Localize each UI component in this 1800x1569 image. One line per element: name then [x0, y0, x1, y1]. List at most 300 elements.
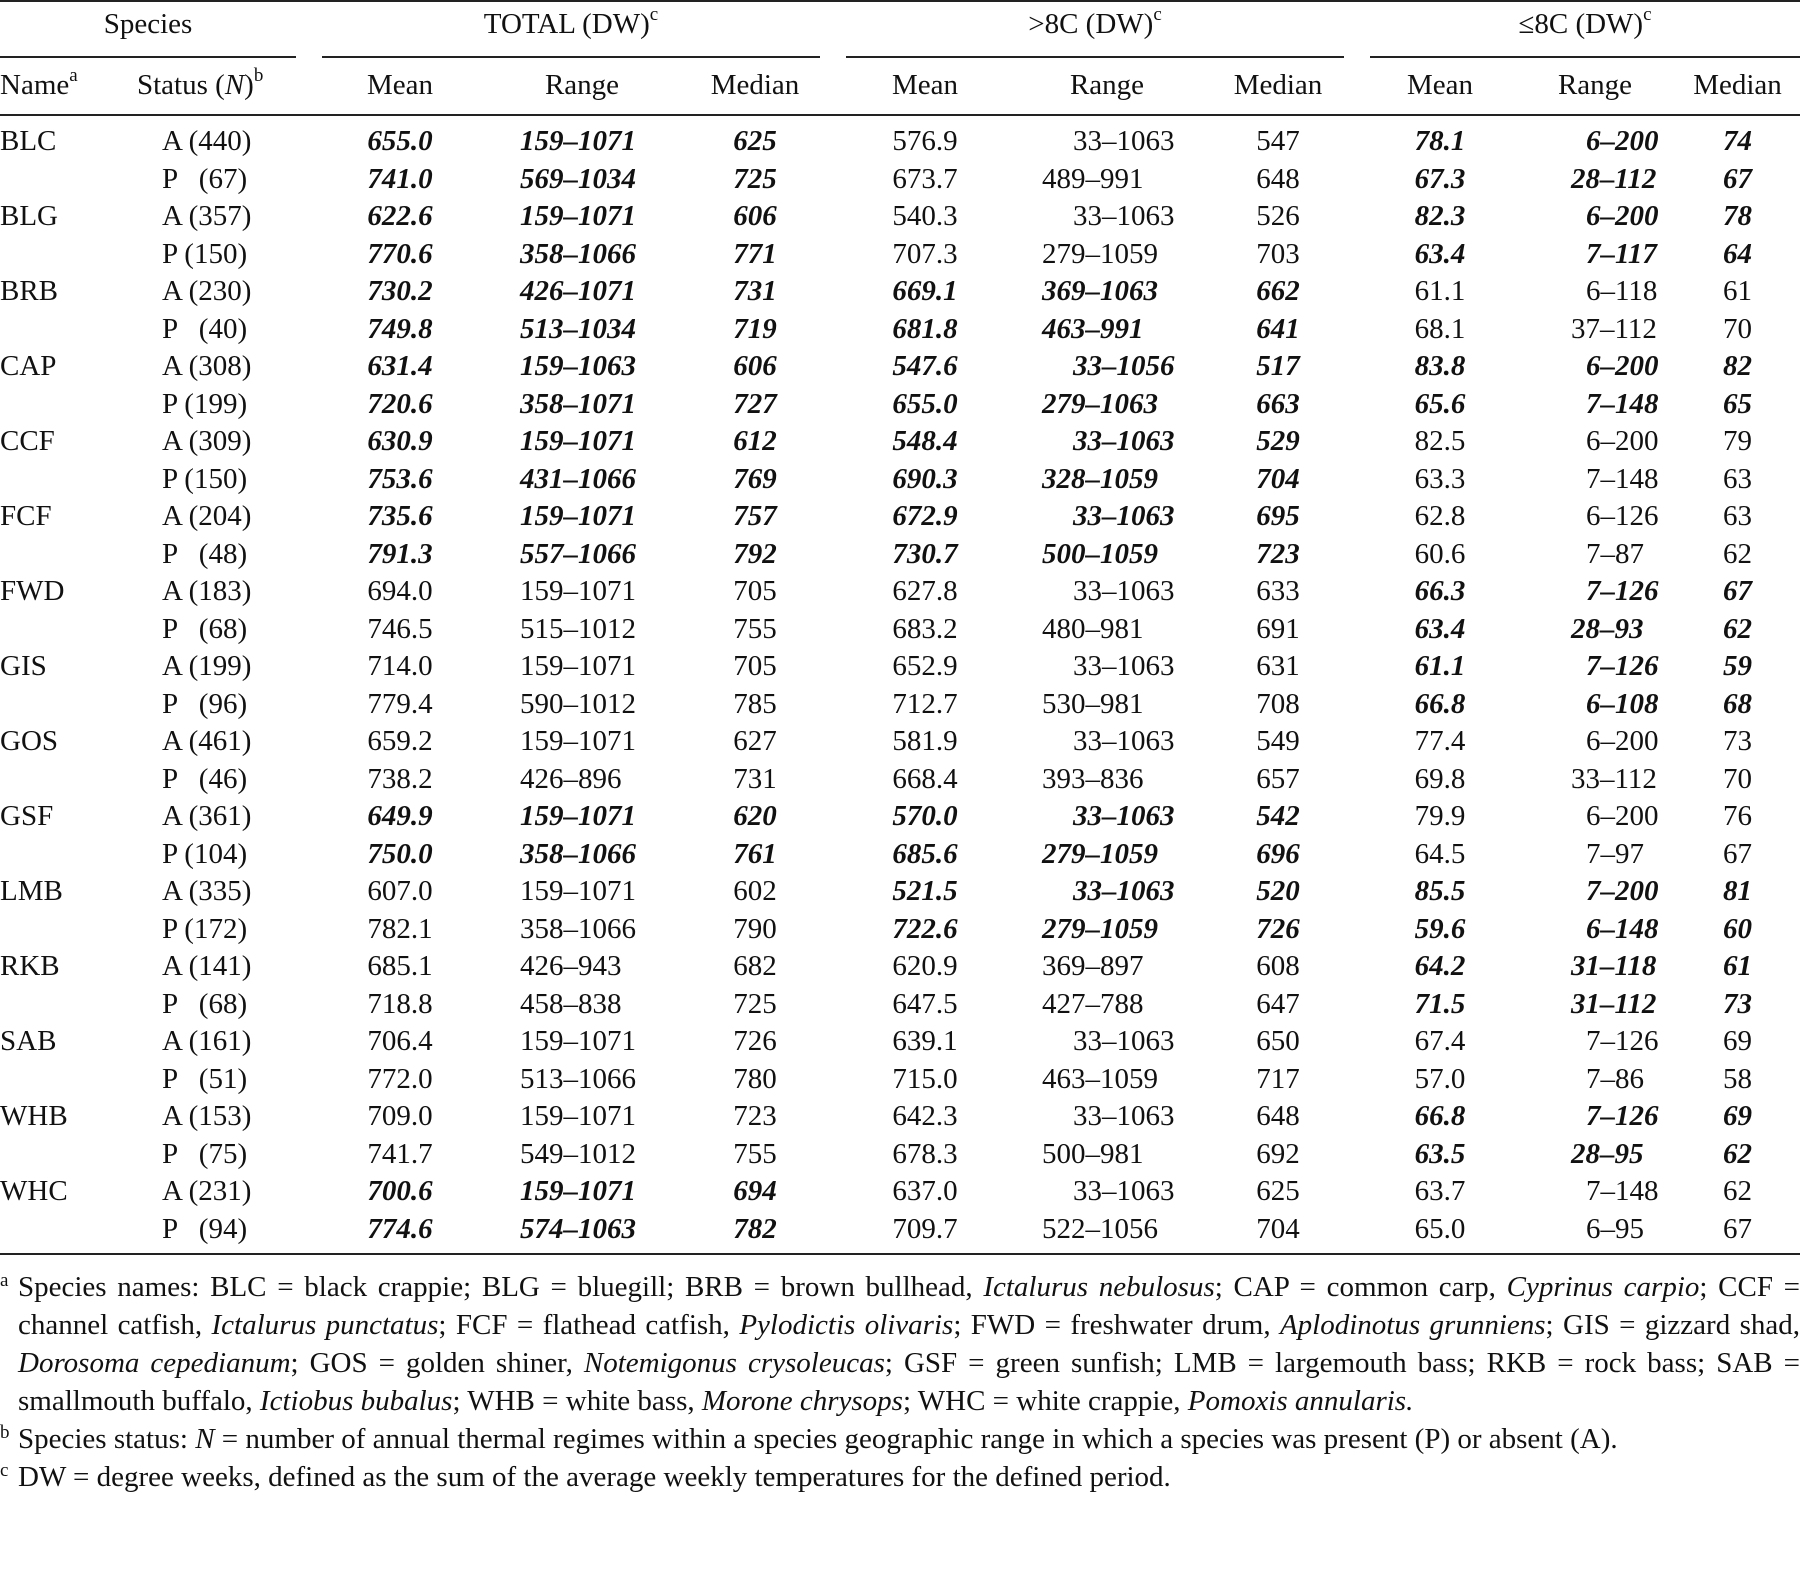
le8c-range-cell: 6–200 [1586, 200, 1659, 232]
total-mean-cell: 746.5 [367, 612, 433, 645]
le8c-median-cell: 69 [1723, 1025, 1752, 1057]
le8c-range-cell: 7–86 [1586, 1062, 1644, 1095]
total-median-header: Median [710, 69, 800, 101]
total-range-header: Range [544, 69, 620, 101]
le8c-median-cell: 63 [1723, 462, 1752, 495]
gt8c-mean-cell: 707.3 [892, 237, 958, 270]
gt8c-median-cell: 692 [1256, 1137, 1300, 1170]
status-column-header: Status $(N)^b$ [137, 65, 264, 101]
gt8c-mean-cell: 627.8 [892, 575, 958, 607]
table-row [0, 311, 1800, 349]
gt8c-range-cell: 33–1063 [1073, 800, 1175, 832]
le8c-median-cell: 67 [1723, 837, 1752, 870]
total-median-cell: 782 [733, 1212, 777, 1245]
species-name-cell: SAB [0, 1025, 57, 1057]
total-mean-cell: 630.9 [367, 425, 433, 457]
le8c-range-cell: 7–126 [1586, 1025, 1659, 1057]
table-row [0, 836, 1800, 874]
species-status-cell: A (153) [162, 1100, 252, 1132]
le8c-mean-cell: 64.2 [1414, 950, 1466, 982]
gt8c-median-cell: 708 [1256, 687, 1300, 720]
table-row [0, 461, 1800, 499]
le8c-mean-cell: 69.8 [1414, 762, 1466, 795]
le8c-median-cell: 62 [1723, 537, 1752, 570]
total-median-cell: 606 [733, 200, 777, 232]
table-row [0, 1211, 1800, 1249]
gt8c-mean-cell: 722.6 [892, 912, 958, 945]
le8c-range-cell: 6–200 [1586, 350, 1659, 382]
species-status-cell: A (461) [162, 725, 252, 757]
species-name-cell: BRB [0, 275, 59, 307]
total-median-cell: 790 [733, 912, 777, 945]
le8c-mean-cell: 82.5 [1414, 425, 1466, 457]
le8c-median-cell: 74 [1723, 125, 1752, 157]
le8c-median-cell: 62 [1723, 1137, 1752, 1170]
total-median-cell: 757 [733, 500, 777, 532]
total-range-cell: 574–1063 [520, 1212, 636, 1245]
gt8c-range-cell: 279–1059 [1042, 837, 1158, 870]
le8c-range-cell: 7–97 [1586, 837, 1644, 870]
gt8c-range-cell: 489–991 [1042, 162, 1144, 195]
total-mean-cell: 791.3 [367, 537, 433, 570]
footnote-b-part: N [195, 1423, 215, 1455]
footnote-c-part: DW = degree weeks, defined as the sum of the average weekly temperatures for the defined period. [18, 1461, 1171, 1493]
le8c-median-cell: 67 [1723, 162, 1752, 195]
le8c-mean-cell: 82.3 [1414, 200, 1466, 232]
species-name-cell: BLC [0, 125, 57, 157]
total-median-cell: 780 [733, 1062, 777, 1095]
total-median-cell: 627 [733, 725, 777, 757]
total-range-cell: 159–1071 [520, 500, 636, 532]
total-range-cell: 557–1066 [520, 537, 636, 570]
le8c-mean-cell: 85.5 [1414, 875, 1466, 907]
le8c-range-cell: 6–108 [1586, 687, 1659, 720]
gt8c-range-cell: 463–991 [1042, 312, 1144, 345]
total-median-cell: 606 [733, 350, 777, 382]
total-mean-cell: 774.6 [367, 1212, 433, 1245]
total-mean-cell: 730.2 [367, 275, 433, 307]
le8c-range-cell: 6–126 [1586, 500, 1659, 532]
gt8c-median-cell: 608 [1256, 950, 1300, 982]
total-mean-cell: 607.0 [367, 875, 433, 907]
le8c-mean-cell: 63.3 [1414, 462, 1466, 495]
gt8c-median-cell: 631 [1256, 650, 1300, 682]
le8c-median-cell: 60 [1723, 912, 1752, 945]
gt8c-range-cell: 33–1063 [1073, 1025, 1175, 1057]
gt8c-mean-cell: 673.7 [892, 162, 958, 195]
species-name-cell: LMB [0, 875, 63, 907]
le8c-range-cell: 28–112 [1571, 162, 1657, 195]
total-mean-cell: 718.8 [367, 987, 433, 1020]
le8c-mean-cell: 68.1 [1414, 312, 1466, 345]
footnote-a-part: Aplodinotus grunniens [1279, 1309, 1546, 1341]
total-median-cell: 727 [733, 387, 777, 420]
le8c-group-underline [1370, 56, 1800, 58]
le8c-median-cell: 73 [1723, 987, 1752, 1020]
le8c-mean-cell: 61.1 [1414, 650, 1466, 682]
gt8c-range-cell: 369–897 [1042, 950, 1144, 982]
le8c-range-cell: 31–118 [1571, 950, 1657, 982]
total-mean-cell: 655.0 [367, 125, 433, 157]
footnote-a-part: Pomoxis annularis. [1187, 1385, 1414, 1417]
le8c-median-cell: 79 [1723, 425, 1752, 457]
table-row [0, 498, 1800, 536]
species-name-cell: RKB [0, 950, 60, 982]
footnote-a-part: Species names: BLC = black crappie; BLG = bluegill; BRB = brown bullhead, [18, 1271, 984, 1303]
le8c-median-cell: 69 [1723, 1100, 1752, 1132]
gt8c-mean-cell: 655.0 [892, 387, 958, 420]
footnote-a-part: ; FCF = flathead catfish, [438, 1309, 740, 1341]
gt8c-range-cell: 279–1063 [1042, 387, 1158, 420]
species-name-cell: GSF [0, 800, 54, 832]
total-range-cell: 159–1063 [520, 350, 636, 382]
le8c-mean-cell: 67.4 [1414, 1025, 1466, 1057]
table-row [0, 761, 1800, 799]
table-header [0, 0, 1800, 114]
total-median-cell: 602 [733, 875, 777, 907]
species-status-cell: P (67) [162, 162, 248, 195]
le8c-mean-cell: 66.3 [1414, 575, 1466, 607]
le8c-range-cell: 6–148 [1586, 912, 1659, 945]
gt8c-median-cell: 520 [1256, 875, 1300, 907]
footnote-a-part: Ictalurus punctatus [211, 1309, 439, 1341]
species-status-cell: A (308) [162, 350, 252, 382]
species-status-cell: A (183) [162, 575, 252, 607]
total-median-cell: 755 [733, 612, 777, 645]
total-range-cell: 159–1071 [520, 725, 636, 757]
total-mean-cell: 700.6 [367, 1175, 433, 1207]
le8c-median-cell: 70 [1723, 312, 1752, 345]
le8c-mean-cell: 62.8 [1414, 500, 1466, 532]
gt8c-mean-cell: 540.3 [892, 200, 958, 232]
gt8c-range-cell: 33–1063 [1073, 425, 1175, 457]
le8c-mean-cell: 59.6 [1414, 912, 1466, 945]
total-range-cell: 159–1071 [520, 650, 636, 682]
species-name-cell: FWD [0, 575, 65, 607]
gt8c-mean-cell: 620.9 [892, 950, 958, 982]
le8c-mean-cell: 64.5 [1414, 837, 1466, 870]
table-row [0, 911, 1800, 949]
gt8c-range-cell: 33–1056 [1073, 350, 1175, 382]
le8c-range-cell: 7–87 [1586, 537, 1644, 570]
species-status-cell: P (94) [162, 1212, 248, 1245]
species-status-cell: A (361) [162, 800, 252, 832]
table-row [0, 873, 1800, 911]
total-range-cell: 513–1066 [520, 1062, 636, 1095]
footnote-a-part: ; FWD = freshwater drum, [953, 1309, 1280, 1341]
footnote-b-part: Species status: [18, 1423, 196, 1455]
table-row [0, 686, 1800, 724]
gt8c-range-cell: 279–1059 [1042, 237, 1158, 270]
footnote-a-part: ; CCF = channel catfish, [18, 1271, 1800, 1341]
total-mean-cell: 631.4 [367, 350, 433, 382]
footnote-a-part: ; GOS = golden shiner, [290, 1347, 584, 1379]
total-median-cell: 682 [733, 950, 777, 982]
species-status-cell: P (48) [162, 537, 248, 570]
gt8c-median-header: Median [1233, 69, 1323, 101]
total-median-cell: 769 [733, 462, 777, 495]
gt8c-range-cell: 33–1063 [1073, 1175, 1175, 1207]
le8c-range-cell: 7–148 [1586, 1175, 1659, 1207]
gt8c-mean-cell: 690.3 [892, 462, 958, 495]
species-status-cell: A (230) [162, 275, 252, 307]
table-row [0, 986, 1800, 1024]
total-mean-cell: 770.6 [367, 237, 433, 270]
total-group-underline [322, 56, 820, 58]
table-row [0, 648, 1800, 686]
species-header: Species [103, 8, 193, 40]
total-range-cell: 159–1071 [520, 200, 636, 232]
name-column-header: Name$^a$ [0, 65, 78, 101]
gt8c-median-cell: 547 [1256, 125, 1300, 157]
gt8c-mean-cell: 685.6 [892, 837, 958, 870]
table-row [0, 798, 1800, 836]
gt8c-range-cell: 33–1063 [1073, 725, 1175, 757]
total-range-cell: 549–1012 [520, 1137, 636, 1170]
le8c-mean-cell: 60.6 [1414, 537, 1466, 570]
total-median-cell: 723 [733, 1100, 777, 1132]
total-range-cell: 358–1071 [520, 387, 636, 420]
le8c-mean-cell: 78.1 [1414, 125, 1466, 157]
le8c-range-cell: 7–148 [1586, 387, 1659, 420]
species-name-cell: CCF [0, 425, 55, 457]
total-mean-cell: 782.1 [367, 912, 433, 945]
le8c-range-cell: 31–112 [1571, 987, 1657, 1020]
total-range-cell: 431–1066 [520, 462, 636, 495]
gt8c-mean-cell: 683.2 [892, 612, 958, 645]
gt8c-range-cell: 480–981 [1042, 612, 1144, 645]
total-median-cell: 731 [733, 275, 777, 307]
gt8c-mean-cell: 709.7 [892, 1212, 958, 1245]
le8c-mean-cell: 63.7 [1414, 1175, 1466, 1207]
gt8c-mean-cell: 681.8 [892, 312, 958, 345]
total-range-cell: 159–1071 [520, 425, 636, 457]
species-status-cell: P (40) [162, 312, 248, 345]
total-median-cell: 725 [733, 162, 777, 195]
total-median-cell: 731 [733, 762, 777, 795]
gt8c-range-cell: 33–1063 [1073, 500, 1175, 532]
gt8c-range-cell: 522–1056 [1042, 1212, 1158, 1245]
le8c-range-cell: 6–200 [1586, 725, 1659, 757]
le8c-mean-cell: 83.8 [1414, 350, 1466, 382]
le8c-range-cell: 7–148 [1586, 462, 1659, 495]
total-median-cell: 785 [733, 687, 777, 720]
species-status-cell: A (309) [162, 425, 252, 457]
gt8c-range-cell: 463–1059 [1042, 1062, 1158, 1095]
le8c-median-cell: 59 [1723, 650, 1752, 682]
le8c-median-cell: 61 [1723, 275, 1752, 307]
total-median-cell: 725 [733, 987, 777, 1020]
footnote-a-part: ; WHB = white bass, [452, 1385, 702, 1417]
le8c-median-cell: 62 [1723, 612, 1752, 645]
le8c-range-cell: 7–200 [1586, 875, 1659, 907]
gt8c-median-cell: 704 [1256, 1212, 1300, 1245]
gt8c-mean-cell: 548.4 [892, 425, 958, 457]
total-range-cell: 513–1034 [520, 312, 636, 345]
le8c-range-cell: 28–95 [1571, 1137, 1644, 1170]
le8c-median-cell: 78 [1723, 200, 1752, 232]
total-median-cell: 705 [733, 650, 777, 682]
table-body [0, 123, 1800, 1248]
table-row [0, 948, 1800, 986]
total-mean-cell: 741.0 [367, 162, 433, 195]
species-name-cell: GIS [0, 650, 47, 682]
total-mean-cell: 622.6 [367, 200, 433, 232]
gt8c-range-cell: 33–1063 [1073, 1100, 1175, 1132]
le8c-range-cell: 37–112 [1571, 312, 1657, 345]
total-mean-cell: 685.1 [367, 950, 433, 982]
total-mean-cell: 741.7 [367, 1137, 433, 1170]
table-row [0, 611, 1800, 649]
gt8c-mean-cell: 715.0 [892, 1062, 958, 1095]
species-status-cell: P (51) [162, 1062, 248, 1095]
species-status-cell: P (68) [162, 987, 248, 1020]
total-median-cell: 705 [733, 575, 777, 607]
gt8c-median-cell: 691 [1256, 612, 1300, 645]
le8c-median-cell: 76 [1723, 800, 1752, 832]
le8c-median-cell: 67 [1723, 1212, 1752, 1245]
le8c-median-cell: 63 [1723, 500, 1752, 532]
table-row [0, 386, 1800, 424]
gt8c-mean-cell: 669.1 [892, 275, 958, 307]
table-row [0, 198, 1800, 236]
gt8c-median-cell: 526 [1256, 200, 1300, 232]
gt8c-range-cell: 393–836 [1042, 762, 1144, 795]
gt8c-mean-cell: 547.6 [892, 350, 958, 382]
total-median-cell: 719 [733, 312, 777, 345]
gt8c-median-cell: 650 [1256, 1025, 1300, 1057]
gt8c-median-cell: 625 [1256, 1175, 1300, 1207]
le8c-range-cell: 7–117 [1586, 237, 1657, 270]
gt8c-median-cell: 517 [1256, 350, 1300, 382]
gt8c-median-cell: 695 [1256, 500, 1300, 532]
total-median-cell: 755 [733, 1137, 777, 1170]
total-median-cell: 612 [733, 425, 777, 457]
table-row [0, 123, 1800, 161]
total-group-header: TOTAL (DW)$^c$ [483, 4, 659, 40]
le8c-group-header: ≤8C (DW)$^c$ [1518, 4, 1652, 40]
footnote-b-text [18, 1423, 1618, 1455]
le8c-median-cell: 82 [1723, 350, 1752, 382]
le8c-median-cell: 67 [1723, 575, 1752, 607]
species-status-cell: A (335) [162, 875, 252, 907]
gt8c-range-cell: 369–1063 [1042, 275, 1158, 307]
species-name-cell: WHC [0, 1175, 68, 1207]
gt8c-range-cell: 427–788 [1042, 987, 1144, 1020]
gt8c-mean-header: Mean [891, 69, 959, 101]
le8c-range-cell: 6–118 [1586, 275, 1658, 307]
gt8c-median-cell: 647 [1256, 987, 1300, 1020]
gt8c-median-cell: 641 [1256, 312, 1300, 345]
le8c-mean-cell: 66.8 [1414, 687, 1466, 720]
le8c-median-cell: 81 [1723, 875, 1752, 907]
footnote-c-text [18, 1461, 1171, 1493]
total-range-cell: 515–1012 [520, 612, 636, 645]
le8c-mean-cell: 79.9 [1414, 800, 1466, 832]
total-range-cell: 590–1012 [520, 687, 636, 720]
footnotes [0, 1268, 1800, 1496]
species-status-cell: P (172) [162, 912, 248, 945]
footnote-a-part: Morone chrysops [701, 1385, 903, 1417]
gt8c-median-cell: 648 [1256, 162, 1300, 195]
species-status-cell: A (141) [162, 950, 252, 982]
total-range-cell: 569–1034 [520, 162, 636, 195]
gt8c-mean-cell: 647.5 [892, 987, 958, 1020]
le8c-median-cell: 70 [1723, 762, 1752, 795]
species-status-cell: P (75) [162, 1137, 248, 1170]
gt8c-range-cell: 33–1063 [1073, 875, 1175, 907]
total-mean-cell: 738.2 [367, 762, 433, 795]
gt8c-range-cell: 33–1063 [1073, 575, 1175, 607]
le8c-mean-cell: 63.5 [1414, 1137, 1466, 1170]
total-range-cell: 426–896 [520, 762, 622, 795]
species-status-cell: P (150) [162, 237, 248, 270]
species-name-cell: CAP [0, 350, 57, 382]
total-range-cell: 159–1071 [520, 1100, 636, 1132]
le8c-range-cell: 7–126 [1586, 650, 1659, 682]
le8c-range-cell: 33–112 [1571, 762, 1657, 795]
gt8c-range-cell: 279–1059 [1042, 912, 1158, 945]
table-row [0, 236, 1800, 274]
gt8c-group-underline [846, 56, 1344, 58]
footnote-a-part: Ictiobus bubalus [259, 1385, 453, 1417]
gt8c-median-cell: 704 [1256, 462, 1300, 495]
le8c-mean-cell: 65.0 [1414, 1212, 1466, 1245]
gt8c-range-cell: 328–1059 [1042, 462, 1158, 495]
total-range-cell: 358–1066 [520, 837, 636, 870]
table-row [0, 573, 1800, 611]
le8c-median-cell: 62 [1723, 1175, 1752, 1207]
gt8c-range-cell: 33–1063 [1073, 125, 1175, 157]
le8c-median-cell: 58 [1723, 1062, 1752, 1095]
gt8c-range-cell: 500–1059 [1042, 537, 1158, 570]
le8c-median-cell: 61 [1723, 950, 1752, 982]
gt8c-range-header: Range [1069, 69, 1145, 101]
gt8c-mean-cell: 652.9 [892, 650, 958, 682]
total-mean-cell: 772.0 [367, 1062, 433, 1095]
le8c-range-cell: 7–126 [1586, 1100, 1659, 1132]
table-row [0, 1023, 1800, 1061]
table-row [0, 161, 1800, 199]
le8c-median-cell: 65 [1723, 387, 1752, 420]
gt8c-median-cell: 696 [1256, 837, 1300, 870]
footnote-a-part: ; WHC = white crappie, [902, 1385, 1188, 1417]
footnote-a-text [18, 1271, 1800, 1417]
species-name-cell: FCF [0, 500, 52, 532]
gt8c-mean-cell: 730.7 [892, 537, 958, 570]
table-row [0, 536, 1800, 574]
gt8c-median-cell: 703 [1256, 237, 1300, 270]
gt8c-median-cell: 542 [1256, 800, 1300, 832]
gt8c-mean-cell: 639.1 [892, 1025, 958, 1057]
gt8c-median-cell: 529 [1256, 425, 1300, 457]
species-status-cell: A (357) [162, 200, 252, 232]
gt8c-mean-cell: 642.3 [892, 1100, 958, 1132]
gt8c-median-cell: 549 [1256, 725, 1300, 757]
total-range-cell: 358–1066 [520, 237, 636, 270]
total-median-cell: 771 [733, 237, 777, 270]
header-rule [0, 114, 1800, 116]
species-status-cell: A (231) [162, 1175, 252, 1207]
table-row [0, 723, 1800, 761]
footnote-a: a Species names: BLC = black crappie; BLG = bluegill; BRB = brown bullhead, Ictalurus nebulosus; CAP = common carp, Cyprinus carpio; CCF = channel catfish, Ictalurus punctatus; FCF = flathead catfish, Pylodictis olivaris; FWD = freshwater drum, Aplodinotus grunniens; GIS = gizzard shad, Dorosoma cepedianum; GOS = golden shiner, Notemigonus crysoleucas; GSF = green sunfish; LMB = largemouth bass; RKB = rock bass; SAB = smallmouth buffalo, Ictiobus bubalus; WHB = white bass, Morone chrysops; WHC = white crappie, Pomoxis annularis. [0, 1270, 1800, 1417]
footnote-c: c DW = degree weeks, defined as the sum of the average weekly temperatures for the defined period. [0, 1460, 1171, 1493]
gt8c-median-cell: 717 [1256, 1062, 1300, 1095]
total-mean-cell: 749.8 [367, 312, 433, 345]
le8c-range-cell: 7–126 [1586, 575, 1659, 607]
le8c-range-header: Range [1557, 69, 1633, 101]
le8c-median-cell: 64 [1723, 237, 1752, 270]
